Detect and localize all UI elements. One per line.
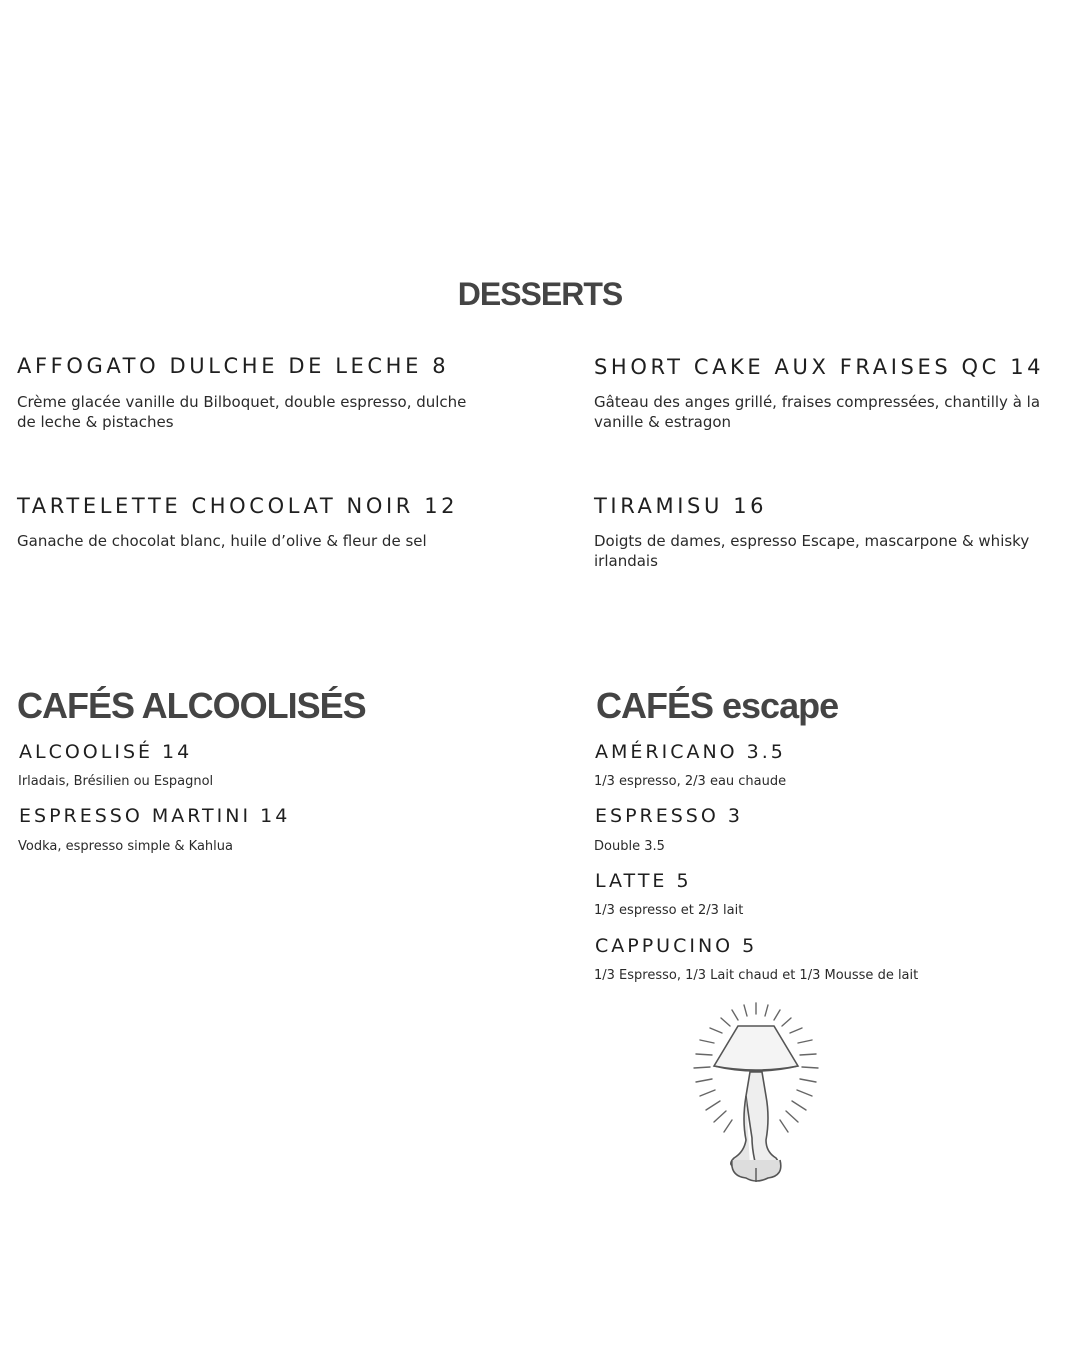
drink-desc-espresso: Double 3.5 [594,839,665,854]
dessert-item-tiramisu [594,494,1074,571]
drink-name: ESPRESSO MARTINI 14 [19,805,291,827]
dessert-item-affogato [17,354,497,432]
drink-name-espresso: ESPRESSO 3 [595,805,743,827]
drink-desc-cappucino: 1/3 Espresso, 1/3 Lait chaud et 1/3 Mousse de lait [594,968,919,983]
dessert-item-shortcake [594,355,1074,432]
drink-desc-americano: 1/3 espresso, 2/3 eau chaude [594,774,787,789]
cafes-escape-title: CAFÉS escape [596,685,839,726]
drink-desc: Irladais, Brésilien ou Espagnol [18,774,214,789]
drink-desc-latte: 1/3 espresso et 2/3 lait [594,903,744,918]
dessert-name: SHORT CAKE AUX FRAISES QC 14 [594,355,1045,379]
dessert-name: TARTELETTE CHOCOLAT NOIR 12 [17,494,459,518]
drink-name: ALCOOLISÉ 14 [19,741,193,763]
dessert-desc: Doigts de dames, espresso Escape, mascarpone & whisky irlandais [594,532,1030,570]
leg-lamp-logo-icon [686,1000,826,1185]
dessert-name: TIRAMISU 16 [594,494,768,518]
desserts-title: DESSERTS [457,276,623,312]
drink-item-espresso-martini [19,805,290,827]
dessert-desc: Ganache de chocolat blanc, huile d’olive & fleur de sel [17,532,427,550]
dessert-desc: Crème glacée vanille du Bilboquet, double espresso, dulche de leche & pistaches [17,393,467,431]
drink-desc: Vodka, espresso simple & Kahlua [18,839,233,854]
drink-name-cappucino: CAPPUCINO 5 [595,935,758,957]
dessert-desc: Gâteau des anges grillé, fraises compressées, chantilly à la vanille & estragon [594,393,1041,431]
dessert-name: AFFOGATO DULCHE DE LECHE 8 [17,354,450,378]
cafes-alcoolises-title: CAFÉS ALCOOLISÉS [17,685,366,726]
dessert-item-tartelette [17,494,517,551]
drink-name-americano: AMÉRICANO 3.5 [595,741,786,763]
drink-name-latte: LATTE 5 [595,870,692,892]
drink-item-alcoolise [19,741,192,763]
